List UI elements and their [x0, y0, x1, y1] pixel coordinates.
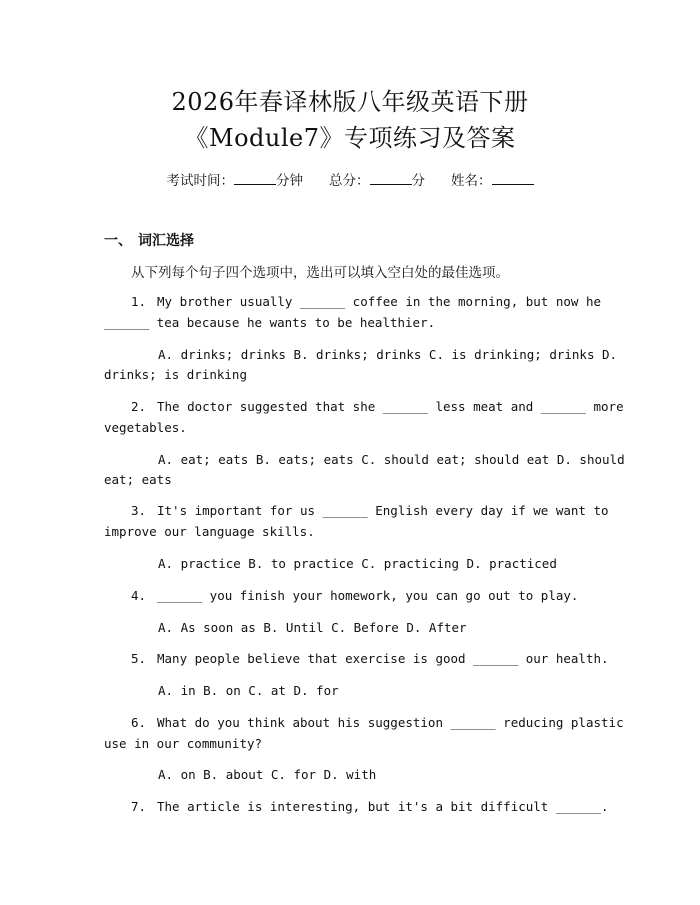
question-3 — [131, 503, 609, 519]
question-1-cont: ______ tea because he wants to be healthier. — [104, 315, 436, 330]
question-number: 6. — [131, 715, 147, 730]
question-4 — [131, 588, 578, 604]
question-1-options: A. drinks; drinks B. drinks; drinks C. is drinking; drinks D. — [158, 347, 618, 362]
question-text: The article is interesting, but it's a bit difficult ______. — [157, 799, 609, 814]
question-text: What do you think about his suggestion ______ reducing plastic — [157, 715, 624, 730]
time-blank — [234, 172, 276, 185]
question-text: ______ you finish your homework, you can go out to play. — [157, 588, 579, 603]
document-title-line2: 《Module7》专项练习及答案 — [184, 124, 516, 152]
question-6-cont: use in our community? — [104, 736, 263, 751]
question-text: It's important for us ______ English every day if we want to — [157, 503, 609, 518]
question-2-options-cont: eat; eats — [104, 472, 172, 487]
question-3-cont: improve our language skills. — [104, 524, 315, 539]
question-2 — [131, 399, 624, 415]
question-number: 5. — [131, 651, 147, 666]
question-text: My brother usually ______ coffee in the morning, but now he — [157, 294, 602, 309]
question-number: 2. — [131, 399, 147, 414]
name-label: 姓名： — [451, 173, 492, 189]
question-number: 3. — [131, 503, 147, 518]
section-number: 一、 — [104, 233, 132, 249]
question-text: The doctor suggested that she ______ less meat and ______ more — [157, 399, 624, 414]
question-6-options: A. on B. about C. for D. with — [158, 767, 377, 782]
name-blank — [492, 172, 534, 185]
section-instruction: 从下列每个句子四个选项中，选出可以填入空白处的最佳选项。 — [131, 265, 509, 281]
document-title-line1: 2026年春译林版八年级英语下册 — [171, 88, 529, 116]
question-text: Many people believe that exercise is good ______ our health. — [157, 651, 609, 666]
question-1 — [131, 294, 601, 310]
section-title: 词汇选择 — [138, 233, 194, 249]
question-7 — [131, 799, 609, 815]
question-4-options: A. As soon as B. Until C. Before D. After — [158, 620, 467, 635]
score-unit: 分 — [411, 173, 425, 189]
question-number: 1. — [131, 294, 147, 309]
question-6 — [131, 715, 624, 731]
question-2-cont: vegetables. — [104, 420, 187, 435]
question-number: 4. — [131, 588, 147, 603]
question-5 — [131, 651, 609, 667]
score-label: 总分： — [329, 173, 370, 189]
score-blank — [370, 172, 412, 185]
exam-info-row — [0, 169, 700, 189]
section-heading — [104, 230, 194, 250]
question-5-options: A. in B. on C. at D. for — [158, 683, 339, 698]
question-number: 7. — [131, 799, 147, 814]
time-label: 考试时间： — [166, 173, 234, 189]
question-3-options: A. practice B. to practice C. practicing D. practiced — [158, 556, 557, 571]
question-2-options: A. eat; eats B. eats; eats C. should eat; should eat D. should — [158, 452, 625, 467]
time-unit: 分钟 — [276, 173, 303, 189]
question-1-options-cont: drinks; is drinking — [104, 367, 247, 382]
